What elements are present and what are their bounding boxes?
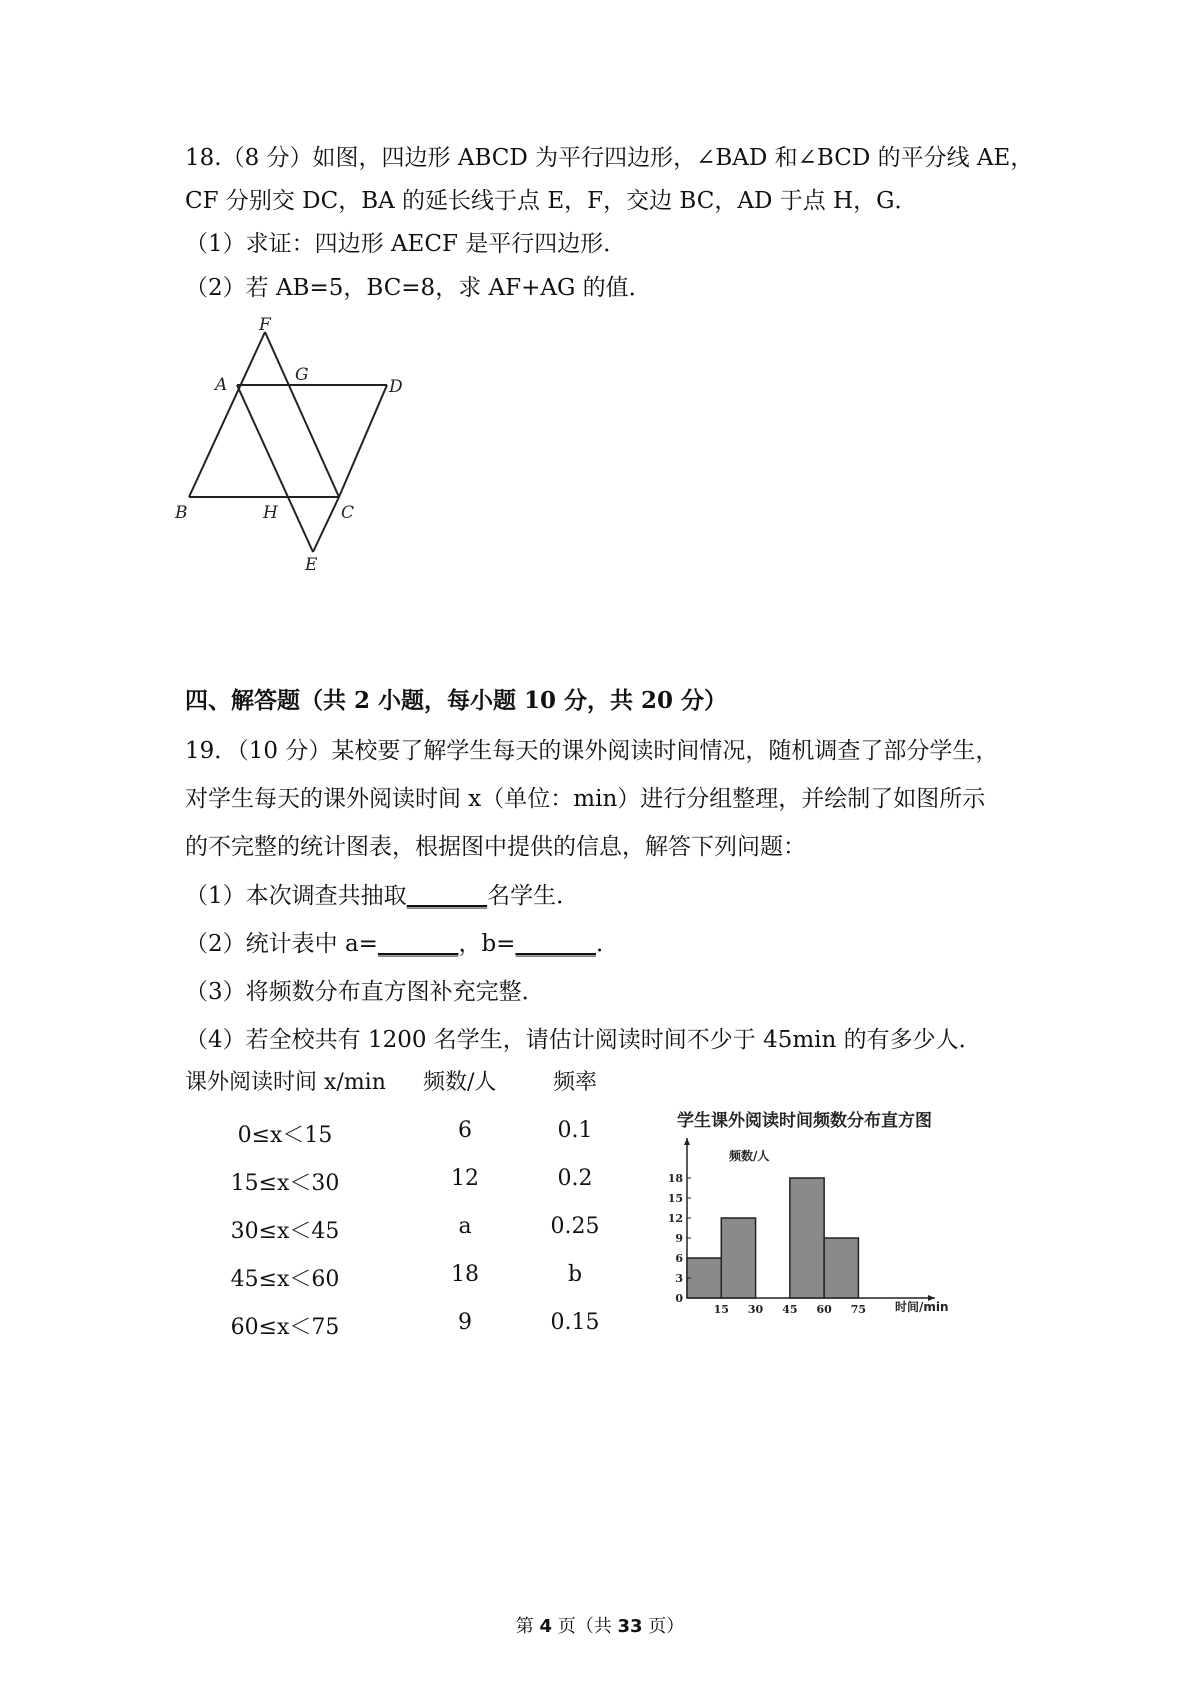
table-cell-rate: 0.15 xyxy=(550,1310,600,1335)
q18-part2: （2）若 AB=5，BC=8，求 AF+AG 的值． xyxy=(185,275,652,301)
label-g: G xyxy=(295,365,309,385)
histogram-bar xyxy=(721,1218,755,1298)
y-tick-label: 12 xyxy=(667,1212,683,1225)
label-e: E xyxy=(305,555,318,575)
histogram-bar xyxy=(687,1258,721,1298)
table-cell-rate: 0.25 xyxy=(550,1214,600,1239)
footer-total-pages: 33 xyxy=(617,1616,643,1637)
q19-part1-suffix: 名学生． xyxy=(487,883,580,909)
table-row xyxy=(185,1118,645,1154)
q19-part1-text: （1）本次调查共抽取 xyxy=(185,883,407,909)
table-row xyxy=(185,1262,645,1298)
segment-fb xyxy=(189,332,265,497)
histogram-bar xyxy=(824,1238,858,1298)
table-cell-count: 18 xyxy=(451,1262,479,1287)
table-row xyxy=(185,1166,645,1202)
table-cell-interval: 0≤x＜15 xyxy=(237,1123,333,1148)
answer-blank-count[interactable]: _______ xyxy=(406,883,488,909)
table-header-rate: 频率 xyxy=(553,1070,598,1095)
page-footer xyxy=(0,1612,1200,1638)
label-c: C xyxy=(341,503,355,523)
q18-line2: CF 分别交 DC，BA 的延长线于点 E，F，交边 BC，AD 于点 H，G． xyxy=(185,188,918,214)
x-tick-label: 60 xyxy=(816,1303,832,1316)
x-tick-label: 15 xyxy=(713,1303,729,1316)
table-cell-count: 9 xyxy=(458,1310,472,1335)
q19-part4: （4）若全校共有 1200 名学生，请估计阅读时间不少于 45min 的有多少人． xyxy=(185,1027,982,1053)
answer-blank-b[interactable]: _______ xyxy=(515,931,596,957)
q18-line1: 18.（8 分）如图，四边形 ABCD 为平行四边形，∠BAD 和∠BCD 的平分线 AE， xyxy=(185,145,1034,171)
y-tick-label: 18 xyxy=(667,1172,683,1185)
y-tick-label: 0 xyxy=(675,1292,683,1305)
q19-part3: （3）将频数分布直方图补充完整． xyxy=(185,979,545,1005)
parallelogram-figure xyxy=(175,315,435,595)
table-cell-count: 12 xyxy=(451,1166,479,1191)
q19-part1 xyxy=(185,881,579,911)
histogram-bar xyxy=(790,1178,824,1298)
q19-part2 xyxy=(185,929,619,959)
segment-dc xyxy=(339,385,387,497)
x-axis-label: 时间/min xyxy=(895,1300,949,1314)
table-cell-interval: 30≤x＜45 xyxy=(230,1219,340,1244)
q19-part2-text: （2）统计表中 a= xyxy=(185,931,378,957)
segment-ae xyxy=(237,385,313,552)
y-tick-label: 15 xyxy=(667,1192,683,1205)
label-f: F xyxy=(259,315,271,335)
table-cell-interval: 45≤x＜60 xyxy=(230,1267,340,1292)
label-h: H xyxy=(263,503,278,523)
footer-prefix: 第 xyxy=(515,1616,540,1637)
segment-ce xyxy=(313,497,339,552)
label-d: D xyxy=(389,377,403,397)
section-heading: 四、解答题（共 2 小题，每小题 10 分，共 20 分） xyxy=(185,687,728,714)
y-tick-label: 6 xyxy=(675,1252,683,1265)
table-cell-count: a xyxy=(458,1214,472,1239)
table-header-frequency: 频数/人 xyxy=(423,1070,497,1095)
table-cell-rate: 0.2 xyxy=(557,1166,593,1191)
table-cell-rate: 0.1 xyxy=(557,1118,593,1143)
y-axis-label: 频数/人 xyxy=(729,1149,770,1163)
y-tick-label: 9 xyxy=(675,1232,683,1245)
table-cell-interval: 15≤x＜30 xyxy=(230,1171,340,1196)
label-a: A xyxy=(215,375,228,395)
table-row xyxy=(185,1310,645,1346)
table-cell-count: 6 xyxy=(458,1118,472,1143)
table-cell-interval: 60≤x＜75 xyxy=(230,1315,340,1340)
y-tick-label: 3 xyxy=(675,1272,683,1285)
footer-suffix: 页） xyxy=(642,1616,685,1637)
label-b: B xyxy=(175,503,188,523)
y-axis-arrow xyxy=(684,1138,690,1145)
answer-blank-a[interactable]: _______ xyxy=(377,931,459,957)
footer-page-number: 4 xyxy=(539,1616,552,1637)
chart-title: 学生课外阅读时间频数分布直方图 xyxy=(677,1111,932,1131)
table-row xyxy=(185,1214,645,1250)
table-cell-rate: b xyxy=(567,1262,583,1287)
q19-line3: 的不完整的统计图表，根据图中提供的信息，解答下列问题： xyxy=(185,834,806,860)
x-tick-label: 45 xyxy=(782,1303,798,1316)
table-header-time: 课外阅读时间 x/min xyxy=(185,1070,386,1095)
frequency-histogram xyxy=(665,1108,985,1318)
q19-line2: 对学生每天的课外阅读时间 x（单位：min）进行分组整理，并绘制了如图所示 xyxy=(185,786,986,812)
q19-part2-mid: ，b= xyxy=(458,931,516,957)
q19-line1: 19．（10 分）某校要了解学生每天的课外阅读时间情况，随机调查了部分学生， xyxy=(185,738,999,764)
q19-part2-end: ． xyxy=(595,931,619,957)
q18-part1: （1）求证：四边形 AECF 是平行四边形． xyxy=(185,231,627,257)
x-tick-label: 30 xyxy=(747,1303,764,1316)
x-tick-label: 75 xyxy=(850,1303,867,1316)
footer-middle: 页（共 xyxy=(552,1616,618,1637)
